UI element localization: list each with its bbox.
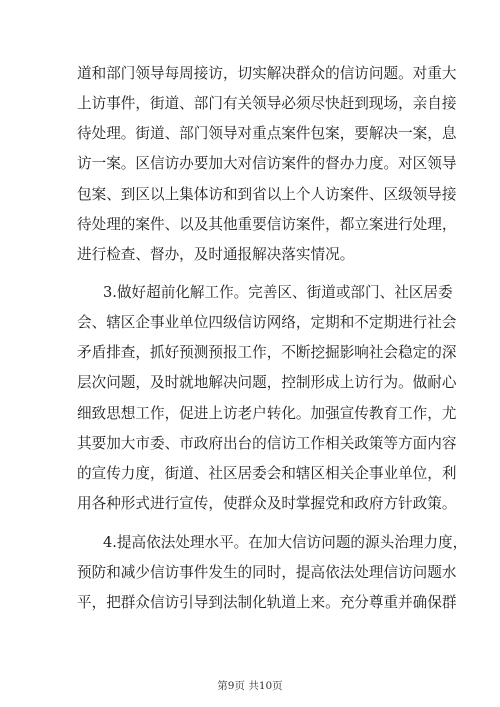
body-text-line: 访一案。区信访办要加大对信访案件的督办力度。对区领导 xyxy=(77,155,457,172)
body-text-line: 上访事件，街道、部门有关领导必须尽快赶到现场，亲自接 xyxy=(77,95,457,112)
page-footer: 第9页 共10页 xyxy=(217,680,283,692)
body-text-line: 包案、到区以上集体访和到省以上个人访案件、区级领导接 xyxy=(77,186,457,203)
body-text-line: 预防和减少信访事件发生的同时，提高依法处理信访问题水 xyxy=(77,564,457,581)
body-text-line: 矛盾排查，抓好预测预报工作，不断挖掘影响社会稳定的深 xyxy=(77,344,457,361)
body-text-line: 道和部门领导每周接访，切实解决群众的信访问题。对重大 xyxy=(77,65,457,82)
body-text-line: 进行检查、督办，及时通报解决落实情况。 xyxy=(77,246,355,263)
body-text-line: 平，把群众信访引导到法制化轨道上来。充分尊重并确保群 xyxy=(77,594,457,611)
paragraph-3-first-line: 3.做好超前化解工作。完善区、街道或部门、社区居委 xyxy=(103,284,453,301)
body-text-line: 其要加大市委、市政府出台的信访工作相关政策等方面内容 xyxy=(77,435,457,452)
paragraph-4-first-line: 4.提高依法处理水平。在加大信访问题的源头治理力度， xyxy=(103,534,468,551)
body-text-line: 细致思想工作，促进上访老户转化。加强宣传教育工作，尤 xyxy=(77,405,457,422)
body-text-line: 待处理的案件、以及其他重要信访案件，都立案进行处理， xyxy=(77,216,457,233)
body-text-line: 用各种形式进行宣传，使群众及时掌握党和政府方针政策。 xyxy=(77,495,457,512)
body-text-line: 待处理。街道、部门领导对重点案件包案，要解决一案，息 xyxy=(77,125,457,142)
body-text-line: 的宣传力度，街道、社区居委会和辖区相关企事业单位，利 xyxy=(77,465,457,482)
body-text-line: 层次问题，及时就地解决问题，控制形成上访行为。做耐心 xyxy=(77,374,457,391)
body-text-line: 会、辖区企事业单位四级信访网络，定期和不定期进行社会 xyxy=(77,314,457,331)
